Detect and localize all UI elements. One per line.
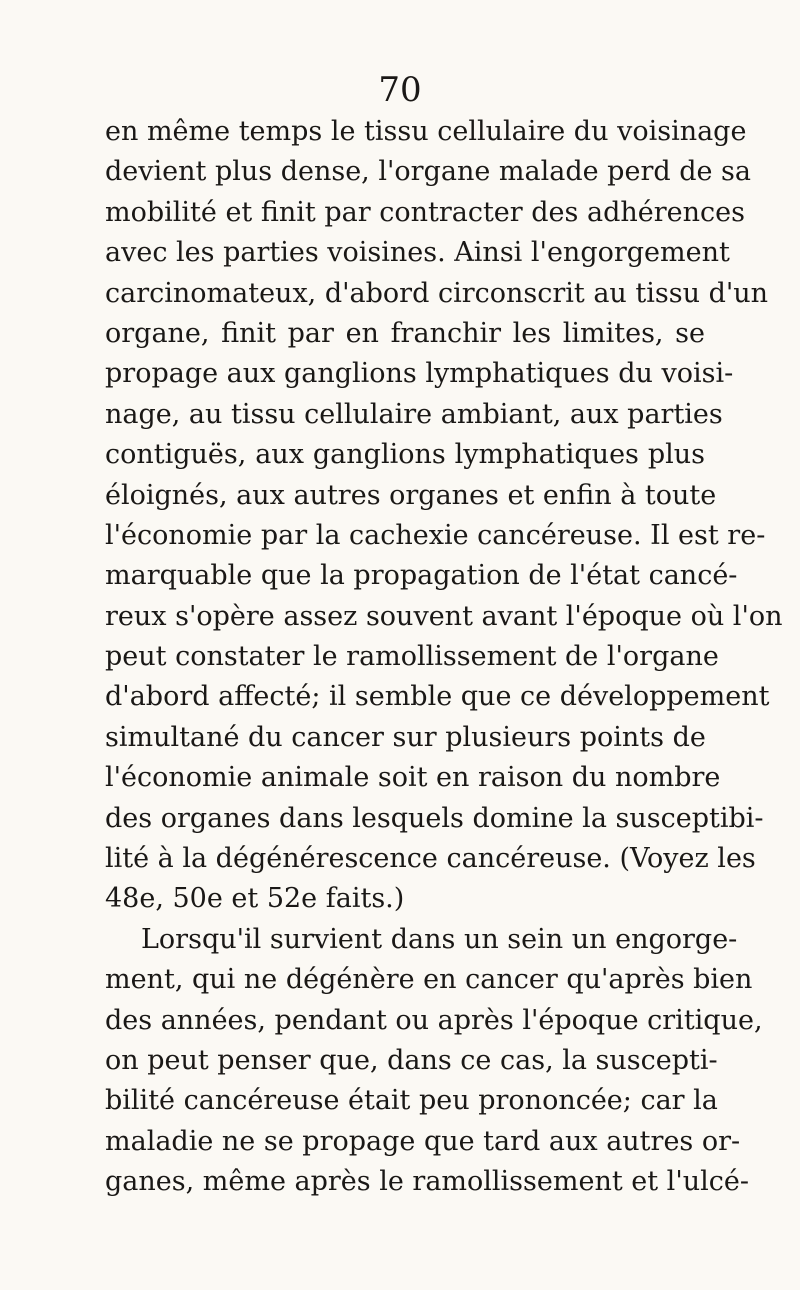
text-line: ganes, même après le ramollissement et l'ulcé-: [105, 1166, 749, 1198]
text-line: bilité cancéreuse était peu prononcée; car la: [105, 1085, 718, 1117]
text-line: avec les parties voisines. Ainsi l'engorgement: [105, 237, 730, 269]
text-line: mobilité et finit par contracter des adhérences: [105, 196, 745, 228]
paragraph-start-line: Lorsqu'il survient dans un sein un engorge-: [141, 923, 738, 955]
body-text: [105, 112, 783, 1203]
text-line: lité à la dégénérescence cancéreuse. (Voyez les: [105, 843, 756, 875]
text-line: 48e, 50e et 52e faits.): [105, 883, 405, 915]
text-line: propage aux ganglions lymphatiques du voisi-: [105, 358, 734, 390]
text-line: on peut penser que, dans ce cas, la suscepti-: [105, 1044, 718, 1076]
text-line: maladie ne se propage que tard aux autres or-: [105, 1125, 741, 1157]
text-line: des organes dans lesquels domine la susceptibi-: [105, 802, 764, 834]
text-line: l'économie par la cachexie cancéreuse. Il est re-: [105, 519, 766, 551]
text-line: organe, finit par en franchir les limites, se: [105, 317, 705, 349]
text-line: d'abord affecté; il semble que ce développement: [105, 681, 770, 713]
text-line: éloignés, aux autres organes et enfin à toute: [105, 479, 717, 511]
page-number: 70: [378, 70, 422, 110]
text-line: reux s'opère assez souvent avant l'époque où l'on: [105, 600, 783, 632]
text-line: carcinomateux, d'abord circonscrit au tissu d'un: [105, 277, 769, 309]
text-line: ment, qui ne dégénère en cancer qu'après bien: [105, 964, 753, 996]
text-line: en même temps le tissu cellulaire du voisinage: [105, 116, 747, 147]
text-line: marquable que la propagation de l'état cancé-: [105, 560, 738, 592]
text-line: devient plus dense, l'organe malade perd de sa: [105, 156, 752, 188]
text-line: des années, pendant ou après l'époque critique,: [105, 1004, 763, 1036]
text-line: l'économie animale soit en raison du nombre: [105, 762, 721, 794]
text-line: nage, au tissu cellulaire ambiant, aux parties: [105, 398, 723, 430]
text-line: contiguës, aux ganglions lymphatiques plus: [105, 439, 705, 471]
text-line: simultané du cancer sur plusieurs points de: [105, 721, 706, 753]
text-line: peut constater le ramollissement de l'organe: [105, 641, 719, 673]
